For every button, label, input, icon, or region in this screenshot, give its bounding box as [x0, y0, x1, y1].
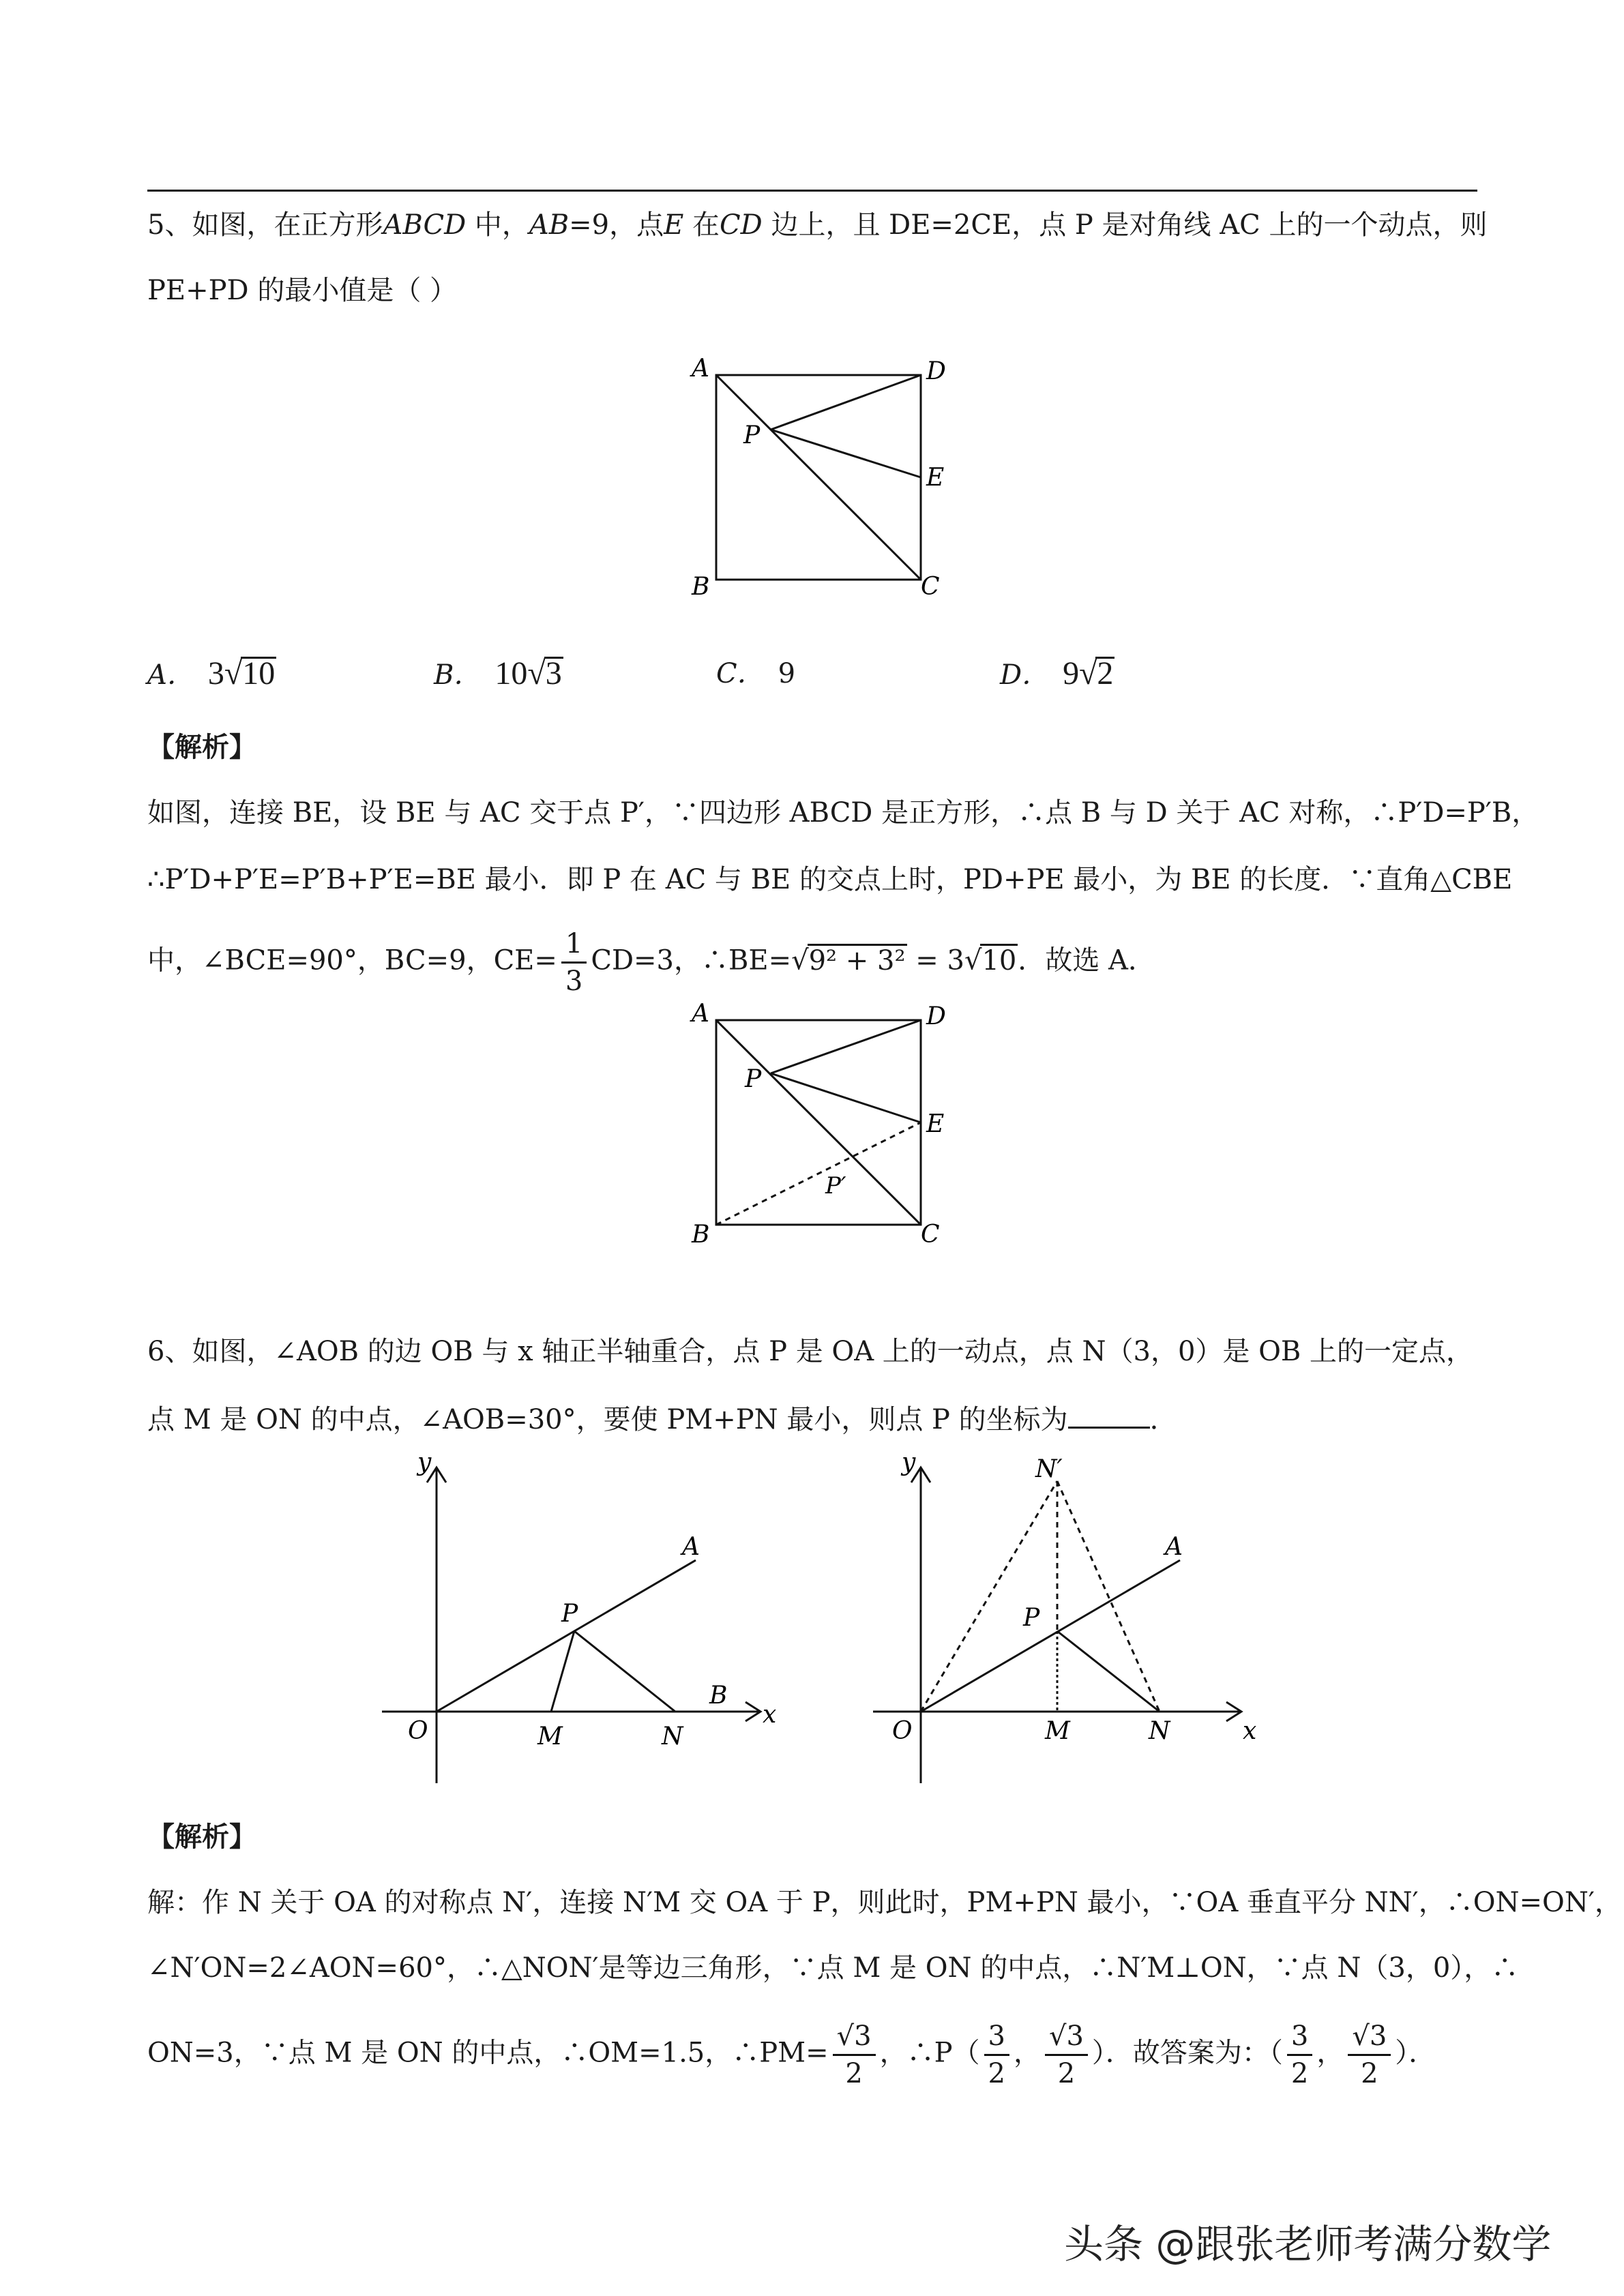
fraction-p-x: $\frac{3}{2}$	[984, 2018, 1009, 2091]
q6r-label-m: M	[1045, 1717, 1070, 1745]
answer-blank	[1068, 1399, 1150, 1429]
q6r-label-y: y	[902, 1452, 916, 1476]
q6-analysis-line1: 解：作 N 关于 OA 的对称点 N′，连接 N′M 交 OA 于 P，则此时，PM+PN 最小，∵OA 垂直平分 NN′，∴ON=ON′，	[147, 1887, 1622, 1918]
q6l-label-b: B	[709, 1682, 728, 1710]
q5s-label-a: A	[692, 1002, 709, 1028]
choice-a: A． 3√10	[147, 655, 276, 691]
choice-b: B． 10√3	[434, 655, 562, 691]
q5s-label-p: P	[745, 1065, 762, 1093]
q5-line2: PE+PD 的最小值是（ ）	[147, 275, 458, 306]
q6-line1: 6、如图，∠AOB 的边 OB 与 x 轴正半轴重合，点 P 是 OA 上的一动点，点 N（3，0）是 OB 上的一定点，	[147, 1336, 1474, 1367]
q5-analysis-line1: 如图，连接 BE，设 BE 与 AC 交于点 P′，∵四边形 ABCD 是正方形，∴点 B 与 D 关于 AC 对称，∴P′D=P′B，	[147, 797, 1539, 829]
q6r-label-o: O	[892, 1717, 913, 1745]
q5-analysis-line2: ∴P′D+P′E=P′B+P′E=BE 最小．即 P 在 AC 与 BE 的交点上时，PD+PE 最小，为 BE 的长度．∵直角△CBE	[147, 864, 1513, 895]
q5s-label-pprime: P′	[825, 1172, 846, 1199]
q5s-label-d: D	[926, 1002, 946, 1030]
q5-figure-square	[682, 355, 955, 607]
fraction-pm: $\frac{√3}{2}$	[833, 2018, 876, 2091]
fraction-p-y: $\frac{√3}{2}$	[1045, 2018, 1088, 2091]
q6-line2: 点 M 是 ON 的中点，∠AOB=30°，要使 PM+PN 最小，则点 P 的坐标为 ．	[147, 1399, 1477, 1439]
q5-label-a: A	[692, 355, 709, 383]
q5-figure-square-solution	[682, 1002, 955, 1255]
q6l-label-o: O	[408, 1717, 428, 1745]
fraction-one-third: $\frac{1}{3}$	[561, 926, 587, 999]
q6r-label-x: x	[1243, 1717, 1257, 1745]
q6-analysis-heading: 【解析】	[147, 1821, 256, 1853]
choice-c: C． 9	[716, 658, 796, 689]
q6-analysis-line3: ON=3，∵点 M 是 ON 的中点，∴OM=1.5，∴PM= $\frac{√3}{2}$ ，∴P（ $\frac{3}{2}$ ， $\frac{√3}{2}$ ）．故答案为：（ $\frac{3}{2}$ ， $\frac{√3}{2}$ ）．	[147, 2018, 1477, 2091]
q6-analysis-line2: ∠N′ON=2∠AON=60°，∴△NON′是等边三角形，∵点 M 是 ON 的中点，∴N′M⊥ON，∵点 N（3，0），∴	[147, 1952, 1519, 1984]
q6r-label-n: N	[1149, 1717, 1170, 1745]
q6l-label-p: P	[561, 1600, 578, 1628]
q5s-label-c: C	[921, 1221, 940, 1249]
q5s-label-b: B	[692, 1221, 710, 1249]
choice-d: D． 9√2	[1000, 655, 1114, 691]
q6r-label-nprime: N′	[1035, 1455, 1063, 1483]
watermark: 头条 @跟张老师考满分数学	[1064, 2221, 1552, 2267]
q5-label-c: C	[921, 573, 940, 601]
q6r-label-a: A	[1165, 1533, 1183, 1561]
q6l-label-m: M	[537, 1723, 563, 1750]
q5-label-p: P	[743, 421, 761, 449]
q6l-label-y: y	[417, 1452, 432, 1476]
fraction-ans-x: $\frac{3}{2}$	[1287, 2018, 1312, 2091]
q5-label-d: D	[926, 357, 946, 385]
q5-analysis-line3: 中，∠BCE=90°，BC=9，CE= $\frac{1}{3}$ CD=3，∴BE=√9² + 3² = 3√10．故选 A．	[147, 926, 1477, 999]
q5-label-b: B	[692, 573, 710, 601]
q5-label-e: E	[926, 464, 945, 492]
q6l-label-a: A	[682, 1533, 700, 1561]
q5-analysis-heading: 【解析】	[147, 731, 256, 763]
q6l-label-x: x	[763, 1701, 777, 1729]
q6-figure-right	[859, 1452, 1269, 1793]
top-rule	[147, 190, 1477, 192]
q6r-label-p: P	[1023, 1604, 1040, 1632]
fraction-ans-y: $\frac{√3}{2}$	[1348, 2018, 1391, 2091]
q6-figure-left	[368, 1452, 791, 1793]
q6l-label-n: N	[662, 1723, 683, 1750]
q5-line1: 5、如图，在正方形ABCD 中，AB=9，点E 在CD 边上，且 DE=2CE，点 P 是对角线 AC 上的一个动点，则	[147, 209, 1488, 241]
q5s-label-e: E	[926, 1110, 945, 1138]
